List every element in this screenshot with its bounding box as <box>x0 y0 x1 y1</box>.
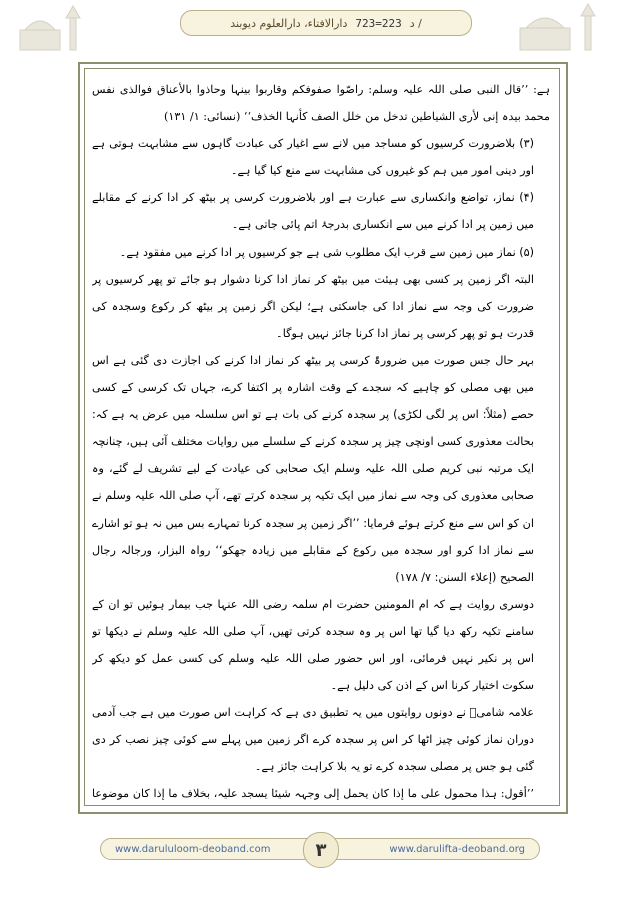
point-5-paragraph: (۵) نماز میں زمین سے قرب ایک مطلوب شی ہے جو کرسیوں پر ادا کرنے میں مفقود ہے۔ <box>119 245 534 259</box>
chair-sajda-paragraph: بہر حال جس صورت میں ضرورۃً کرسی پر بیٹھ کر نماز ادا کرنے کی اجازت دی گئی ہے اس میں بھی مصلی کو چاہیے کہ سجدے کے وقت اشارہ پر اکتفا کرے، جہاں تک کرسی کے کسی حصے (مثلاً: اس پر لگی لکڑی) پر سجدہ کرنے کی بات ہے تو اس سلسلہ میں عرض یہ ہے کہ: بحالت معذوری کسی اونچی چیز پر سجدہ کرنے کے سلسلے میں روایات مختلف آئی ہیں، چنانچہ ایک مرتبہ نبی کریم صلی اللہ علیہ وسلم ایک صحابی کی عیادت کے لیے تشریف لے گئے، وہ صحابی معذوری کی وجہ سے نماز میں ایک تکیہ پر سجدہ کرتے تھے، آپ صلی اللہ علیہ وسلم نے ان کو اس سے منع کرتے ہوئے فرمایا: ’’اگر زمین پر سجدہ کرنا تمہارے بس میں نہ ہو تو اشارے سے نماز ادا کرو اور سجدہ میں رکوع کے مقابلے میں زیادہ جھکو‘‘ رواہ البزار، ورجالہ رجال الصحیح (إعلاء السنن: ۷/ ۱۷۸) <box>92 353 534 584</box>
page-number: ۳ <box>303 832 339 868</box>
shami-reconciliation-paragraph: علامہ شامیؒ نے دونوں روایتوں میں یہ تطبیق دی ہے کہ کراہت اس صورت میں ہے جب آدمی دوران نماز کوئی چیز اٹھا کر اس پر سجدہ کرے اگر زمین میں پہلے سے کوئی چیز نصب کر دی گئی ہو جس پر مصلی سجدہ کرے تو یہ بلا کراہت جائز ہے۔ <box>92 706 534 774</box>
header-banner <box>180 10 472 36</box>
issuer-name: دارالافتاء، دارالعلوم دیوبند <box>230 16 348 30</box>
point-4-paragraph: (۴) نماز، تواضع وانکساری سے عبارت ہے اور بلاضرورت کرسی پر بیٹھ کر ادا کرنے کے مقابلے میں زمین پر ادا کرنے میں سے انکساری بدرجۂ اتم پائی جاتی ہے۔ <box>92 191 534 232</box>
fatwa-number: 723=223 <box>355 16 402 30</box>
footer-link-darululoom[interactable]: www.darululoom-deoband.com <box>115 843 271 855</box>
hadith-paragraph: ہے: ’’قال النبی صلی اللہ علیہ وسلم: راصّوا صفوفکم وقاربوا بینہا وحاذوا بالأعناق فوالذی نفس محمد بیدہ إنی لأری الشیاطین تدخل من خلل الصف کأنہا الخذف‘‘ (نسائی: ۱/ ۱۳۱) <box>92 83 550 124</box>
exception-paragraph: البتہ اگر زمین پر کسی بھی ہیئت میں بیٹھ کر نماز ادا کرنا دشوار ہو جائے تو پھر کرسیوں پر ضرورت کی وجہ سے نماز ادا کی جاسکتی ہے؛ لیکن اگر زمین پر بیٹھ کر رکوع وسجدہ کی قدرت ہو تو پھر کرسی پر نماز ادا کرنا جائز نہیں ہوگا۔ <box>92 272 534 340</box>
fatwa-body <box>92 76 550 802</box>
umm-salama-paragraph: دوسری روایت ہے کہ ام المومنین حضرت ام سلمہ رضی اللہ عنہا جب بیمار ہوئیں تو ان کے سامنے تکیہ رکھ دیا گیا تھا اس پر وہ سجدہ کرتی تھیں، آپ صلی اللہ علیہ وسلم نے دیکھا تو اس پر نکیر نہیں فرمائی، اور اس حضور صلی اللہ علیہ وسلم کی کسی عمل کو دیکھ کر سکوت اختیار کرنا اس کے اذن کی دلیل ہے۔ <box>92 597 534 693</box>
point-3-paragraph: (۳) بلاضرورت کرسیوں کو مساجد میں لانے سے اغیار کی عبادت گاہوں سے مشابہت ہوتی ہے اور دینی امور میں ہم کو غیروں کی مشابہت سے منع کیا گیا ہے۔ <box>92 137 534 178</box>
fatwa-suffix: د / <box>409 16 422 30</box>
footer-link-darulifta[interactable]: www.darulifta-deoband.org <box>389 843 525 855</box>
shami-quote-paragraph: ’’أقول: ہذا محمول علی ما إذا کان یحمل إلی وجہہ شیئا یسجد علیہ، بخلاف ما إذا کان موضوعا <box>92 787 534 801</box>
